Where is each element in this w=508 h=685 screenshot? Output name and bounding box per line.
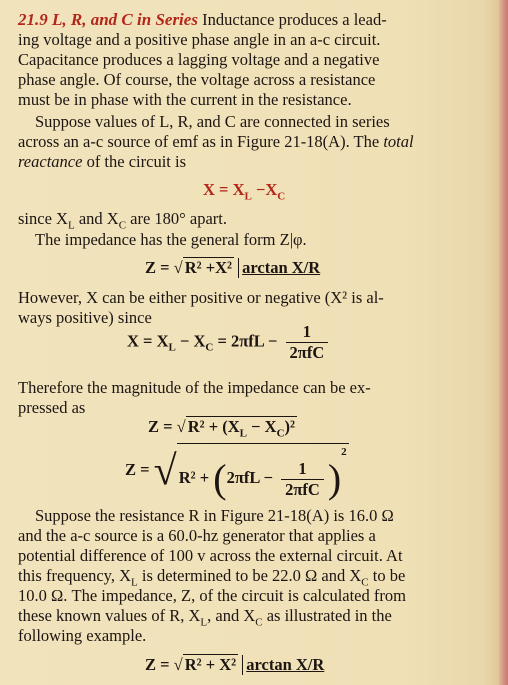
paragraph-2-line-1: Suppose values of L, R, and C are connected in series xyxy=(35,112,390,131)
paragraph-3-line-1: However, X can be either positive or negative (X² is al- xyxy=(18,288,384,307)
impedance-form-line: The impedance has the general form Z|φ. xyxy=(35,230,307,249)
equation-impedance-general: Z = √ R² +X² arctan X/R xyxy=(145,258,321,277)
paragraph-5-line-2: and the a-c source is a 60.0-hz generator that applies a xyxy=(18,526,376,545)
paragraph-2-line-2: across an a-c source of emf as in Figure 21-18(A). The total xyxy=(18,132,414,151)
paragraph-5-line-7: following example. xyxy=(18,626,147,645)
paragraph-1-line-5: must be in phase with the current in the resistance. xyxy=(18,90,352,109)
paragraph-4-line-1: Therefore the magnitude of the impedance can be ex- xyxy=(18,378,371,397)
equation-impedance-frequency: Z = √ R² + (2πfL − $\frac{1}{\text{2πfC}}$ )$^2$ xyxy=(125,443,349,500)
equation-impedance-magnitude: Z = √ $R^2 + (X_L - X_C)^2$ xyxy=(148,417,295,440)
page-edge xyxy=(498,0,508,685)
equation-reactance: $X = X_L -X_C$ xyxy=(203,180,286,203)
paragraph-1-line-4: phase angle. Of course, the voltage across a resistance xyxy=(18,70,376,89)
equation-impedance-final: Z = √ R² + X² arctan X/R xyxy=(145,655,325,674)
paragraph-5-line-1: Suppose the resistance R in Figure 21-18(A) is 16.0 Ω xyxy=(35,506,394,525)
paragraph-5-line-3: potential difference of 100 v across the external circuit. At xyxy=(18,546,403,565)
paragraph-1-line-3: Capacitance produces a lagging voltage and a negative xyxy=(18,50,380,69)
equation-reactance-expanded: $X = X_L - X_C = 2\pi fL$ − $\frac{1}{\text{2πfC}}$ xyxy=(127,322,332,363)
paragraph-2-line-3: reactance of the circuit is xyxy=(18,152,186,171)
paragraph-1-line-2: ing voltage and a positive phase angle in an a-c circuit. xyxy=(18,30,381,49)
paragraph-3-line-2: ways positive) since xyxy=(18,308,152,327)
fraction: $\frac{1}{\text{2πfC}}$ xyxy=(286,322,329,363)
paragraph-5-line-5: 10.0 Ω. The impedance, Z, of the circuit is calculated from xyxy=(18,586,406,605)
section-heading: 21.9 L, R, and C in Series xyxy=(18,10,198,29)
paragraph-5-line-6: these known values of R, $X_L$, and $X_C$ as illustrated in the xyxy=(18,606,392,629)
paragraph-4-line-2: pressed as xyxy=(18,398,86,417)
since-line: since $X_L$ and $X_C$ are 180° apart. xyxy=(18,209,227,232)
paragraph-1-line-1: 21.9 L, R, and C in Series Inductance produces a lead- xyxy=(18,10,387,29)
paragraph-5-line-4: this frequency, $X_L$ is determined to be 22.0 Ω and $X_C$ to be xyxy=(18,566,406,589)
